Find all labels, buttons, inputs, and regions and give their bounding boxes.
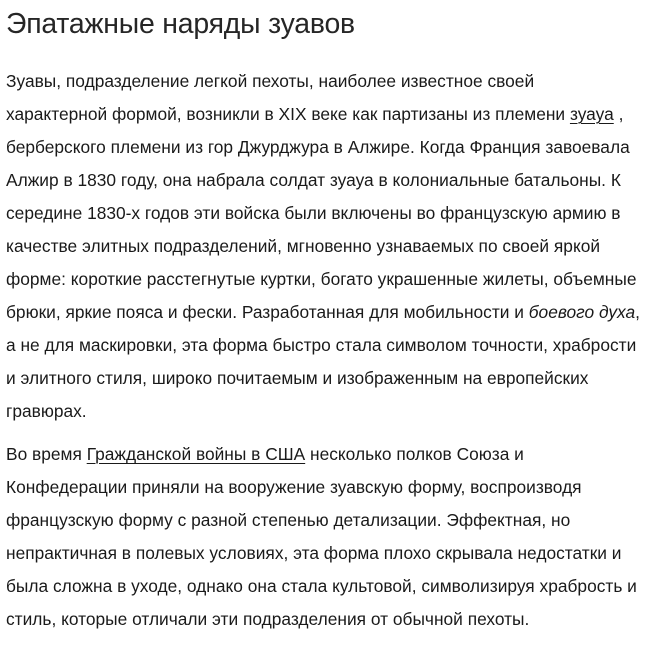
us-civil-war-link[interactable]: Гражданской войны в США xyxy=(86,444,306,464)
text-line: Конфедерации приняли на вооружение зуавскую форму, воспроизводя xyxy=(6,477,582,497)
text-line: французскую форму с разной степенью детализации. Эффектная, но xyxy=(6,510,571,530)
text-segment: характерной формой, возникли в XIX веке как партизаны из племени xyxy=(6,104,570,124)
text-line: Зуавы, подразделение легкой пехоты, наиболее известное своей xyxy=(6,71,535,91)
text-line: непрактичная в полевых условиях, эта форма плохо скрывала недостатки и xyxy=(6,543,622,563)
text-line: гравюрах. xyxy=(6,401,87,421)
article-title: Эпатажные наряды зуавов xyxy=(6,8,355,40)
text-segment: Во время xyxy=(6,444,87,464)
text-line: форме: короткие расстегнутые куртки, богато украшенные жилеты, объемные xyxy=(6,269,637,289)
text-line xyxy=(6,438,666,471)
text-line: была сложна в уходе, однако она стала культовой, символизируя храбрость и xyxy=(6,576,637,596)
emphasis-text: боевого духа xyxy=(528,302,636,322)
zouaoua-link[interactable]: зуауа xyxy=(569,104,614,124)
text-line: и элитного стиля, широко почитаемым и изображенным на европейских xyxy=(6,368,589,388)
text-line xyxy=(6,296,666,329)
text-line: а не для маскировки, эта форма быстро стала символом точности, храбрости xyxy=(6,335,637,355)
text-segment: несколько полков Союза и xyxy=(305,444,524,464)
text-segment: брюки, яркие пояса и фески. Разработанная для мобильности и xyxy=(6,302,529,322)
paragraph-us-civil-war xyxy=(6,438,666,636)
text-segment: , xyxy=(635,302,640,322)
text-line: стиль, которые отличали эти подразделения от обычной пехоты. xyxy=(6,609,530,629)
text-line: Алжир в 1830 году, она набрала солдат зуауа в колониальные батальоны. К xyxy=(6,170,621,190)
text-line xyxy=(6,98,666,131)
paragraph-zouaves-origin xyxy=(6,65,666,428)
text-line: середине 1830-х годов эти войска были включены во французскую армию в xyxy=(6,203,621,223)
text-line: берберского племени из гор Джурджура в Алжире. Когда Франция завоевала xyxy=(6,137,630,157)
text-segment: , xyxy=(613,104,624,124)
text-line: качестве элитных подразделений, мгновенно узнаваемых по своей яркой xyxy=(6,236,601,256)
article xyxy=(6,0,666,636)
